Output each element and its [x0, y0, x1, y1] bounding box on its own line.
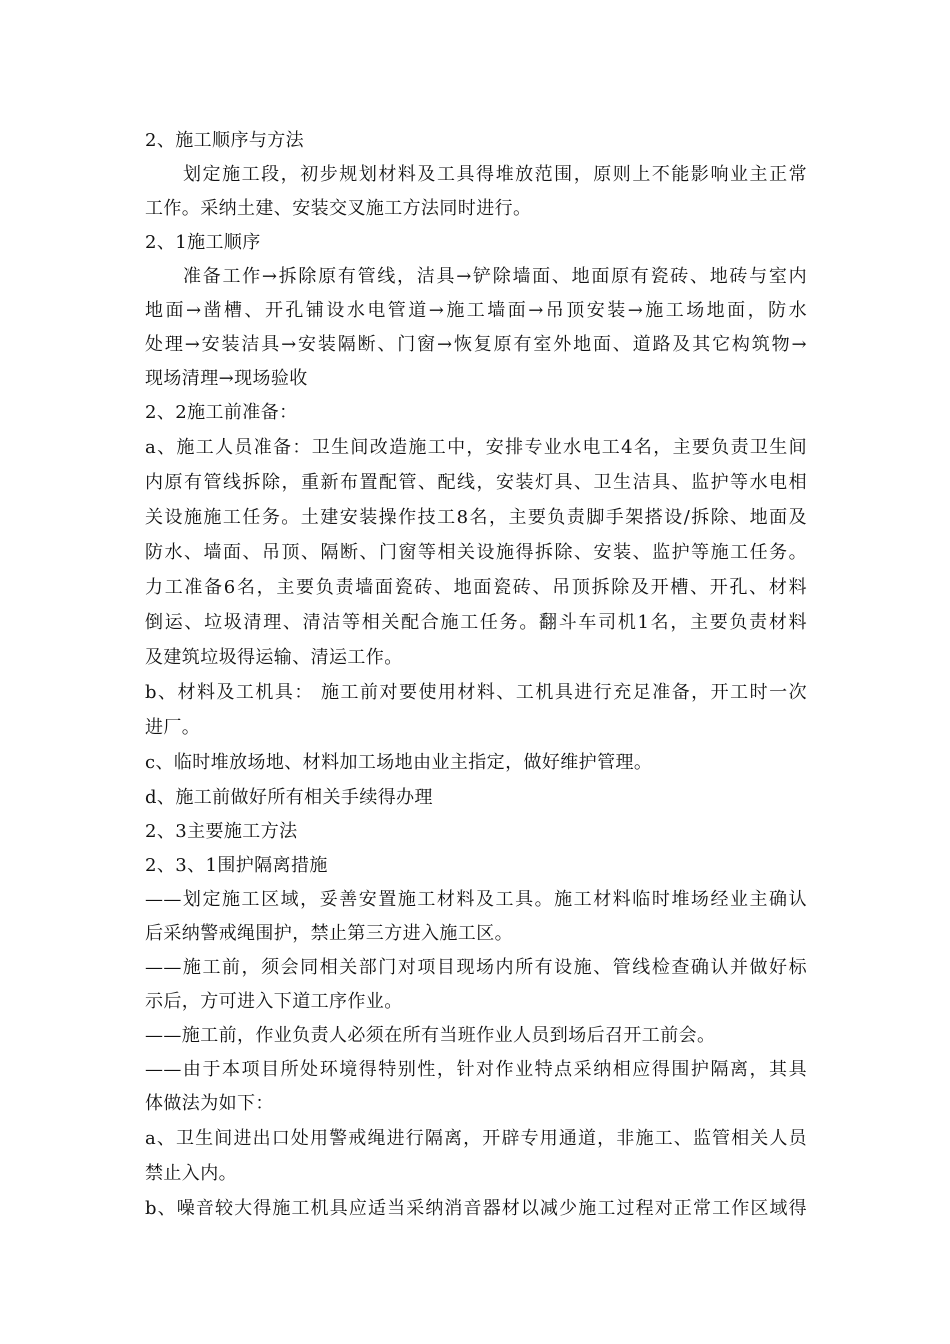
section-heading-2: 2、施工顺序与方法: [145, 130, 305, 151]
dash-paragraph-3: ——施工前，作业负责人必须在所有当班作业人员到场后召开工前会。: [145, 1025, 716, 1046]
staff-paragraph-line: 关设施施工任务。土建安装操作技工8名，主要负责脚手架搭设/拆除、地面及: [145, 507, 807, 528]
staff-paragraph-line: 力工准备6名，主要负责墙面瓷砖、地面瓷砖、吊顶拆除及开槽、开孔、材料: [145, 577, 807, 598]
section-heading-2-3: 2、3主要施工方法: [145, 821, 298, 842]
section-heading-2-1: 2、1施工顺序: [145, 232, 261, 253]
entrance-paragraph-line: a、卫生间进出口处用警戒绳进行隔离，开辟专用通道，非施工、监管相关人员: [145, 1128, 807, 1149]
intro-paragraph-line: 工作。采纳土建、安装交叉施工方法同时进行。: [145, 198, 532, 219]
dash-paragraph-1-line: 后采纳警戒绳围护，禁止第三方进入施工区。: [145, 923, 513, 944]
procedures-paragraph: d、施工前做好所有相关手续得办理: [145, 787, 433, 808]
document-body: [145, 124, 807, 1226]
section-heading-2-2: 2、2施工前准备：: [145, 402, 298, 423]
materials-paragraph-line: b、材料及工机具： 施工前对要使用材料、工机具进行充足准备，开工时一次: [145, 682, 807, 703]
dash-paragraph-4-line: ——由于本项目所处环境得特别性，针对作业特点采纳相应得围护隔离，其具: [145, 1059, 807, 1080]
staff-paragraph-line: 防水、墙面、吊顶、隔断、门窗等相关设施得拆除、安装、监护等施工任务。: [145, 542, 807, 563]
sequence-paragraph-line: 处理→安装洁具→安装隔断、门窗→恢复原有室外地面、道路及其它构筑物→: [145, 334, 807, 355]
dash-paragraph-2-line: 示后，方可进入下道工序作业。: [145, 991, 403, 1012]
dash-paragraph-4-line: 体做法为如下：: [145, 1093, 274, 1114]
staff-paragraph-line: 内原有管线拆除，重新布置配管、配线，安装灯具、卫生洁具、监护等水电相: [145, 472, 807, 493]
sequence-paragraph-line: 准备工作→拆除原有管线，洁具→铲除墙面、地面原有瓷砖、地砖与室内: [183, 266, 807, 287]
intro-paragraph-line: 划定施工段，初步规划材料及工具得堆放范围，原则上不能影响业主正常: [183, 164, 807, 185]
site-paragraph: c、临时堆放场地、材料加工场地由业主指定，做好维护管理。: [145, 752, 653, 773]
materials-paragraph-line: 进厂。: [145, 717, 201, 738]
sequence-paragraph-line: 现场清理→现场验收: [145, 368, 308, 389]
section-heading-2-3-1: 2、3、1围护隔离措施: [145, 855, 328, 876]
entrance-paragraph-line: 禁止入内。: [145, 1163, 237, 1184]
staff-paragraph-line: a、施工人员准备：卫生间改造施工中，安排专业水电工4名，主要负责卫生间: [145, 437, 807, 458]
staff-paragraph-line: 倒运、垃圾清理、清洁等相关配合施工任务。翻斗车司机1名，主要负责材料: [145, 612, 807, 633]
sequence-paragraph-line: 地面→凿槽、开孔铺设水电管道→施工墙面→吊顶安装→施工场地面，防水: [145, 300, 807, 321]
dash-paragraph-1-line: ——划定施工区域，妥善安置施工材料及工具。施工材料临时堆场经业主确认: [145, 889, 807, 910]
noise-paragraph-line: b、噪音较大得施工机具应适当采纳消音器材以减少施工过程对正常工作区域得: [145, 1198, 807, 1219]
staff-paragraph-line: 及建筑垃圾得运输、清运工作。: [145, 647, 403, 668]
dash-paragraph-2-line: ——施工前，须会同相关部门对项目现场内所有设施、管线检查确认并做好标: [145, 957, 807, 978]
